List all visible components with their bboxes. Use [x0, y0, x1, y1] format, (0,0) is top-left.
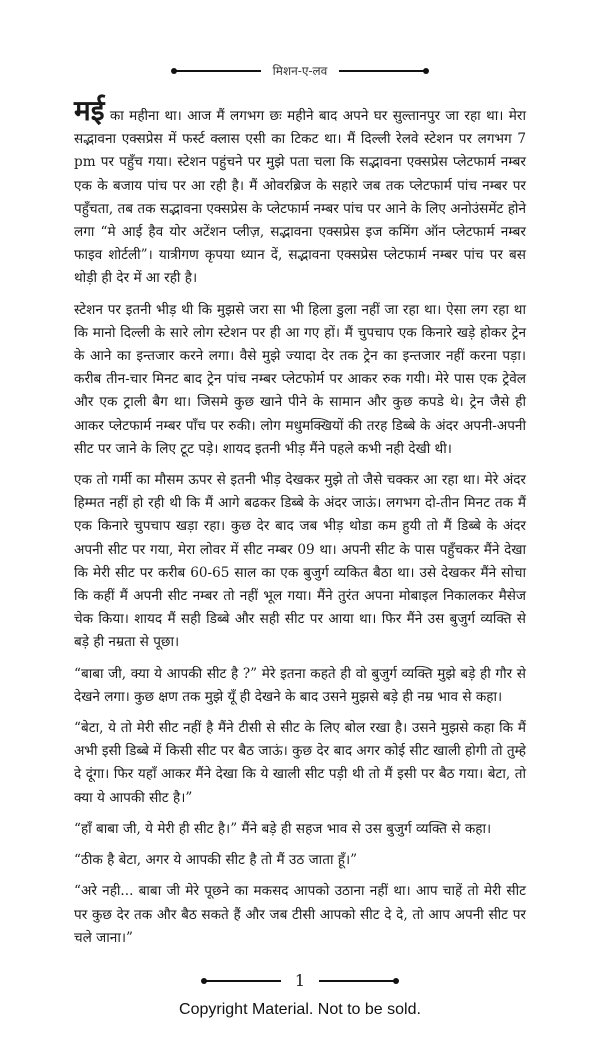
page-number: 1: [294, 970, 306, 990]
copyright-notice: Copyright Material. Not to be sold.: [179, 1000, 421, 1018]
book-title: मिशन-ए-लव: [272, 64, 328, 78]
paragraph: “ठीक है बेटा, अगर ये आपकी सीट है तो मैं उठ जाता हूँ।”: [74, 852, 358, 869]
header-rule-left: [173, 70, 261, 72]
header-rule-right: [339, 70, 427, 72]
footer-rule-right: [319, 980, 397, 982]
paragraph: “अरे नही... बाबा जी मेरे पूछने का मकसद आपको उठाना नहीं था। आप चाहें तो मेरी सीट पर कुछ देर तक और बैठ सकते हैं और जब टीसी आपको सीट दे दे, तो आप अपनी सीट पर चले जाना।”: [74, 883, 526, 946]
paragraph: “हाँ बाबा जी, ये मेरी ही सीट है।” मैंने बड़े ही सहज भाव से उस बुजुर्ग व्यक्ति से कहा।: [74, 820, 492, 837]
page-body: [74, 96, 526, 958]
paragraph: एक तो गर्मी का मौसम ऊपर से इतनी भीड़ देखकर मुझे तो जैसे चक्कर आ रहा था। मेरे अंदर हिम्मत नहीं हो रही थी कि मैं आगे बढकर डिब्बे के अंदर जाऊं। लगभग दो-तीन मिनट तक मैं एक किनारे चुपचाप खड़ा रहा। कुछ देर बाद जब भीड़ थोडा कम हुयी तो मैं डिब्बे के अंदर अपनी सीट पर गया, मेरा लोवर में सीट नम्बर 09 था। अपनी सीट के पास पहुँचकर मैंने देखा कि मेरी सीट पर करीब 60-65 साल का एक बुजुर्ग व्यकित बैठा था। उसे देखकर मैंने सोचा कि कहीं मैं अपनी सीट नम्बर तो नहीं भूल गया। मैंने तुरंत अपना मोबाइल निकालकर मैसेज चेक किया। शायद मैं सही डिब्बे और सही सीट पर आया था। फिर मैंने उस बुजुर्ग व्यक्ति से बड़े ही नम्रता से पूछा।: [74, 472, 526, 651]
running-header: [0, 62, 600, 80]
paragraph: स्टेशन पर इतनी भीड़ थी कि मुझसे जरा सा भी हिला डुला नहीं जा रहा था। ऐसा लग रहा था कि मानो दिल्ली के सारे लोग स्टेशन पर ही आ गए हों। मैं चुपचाप एक किनारे खड़े होकर ट्रेन के आने का इन्तजार करने लगा। वैसे मुझे ज्यादा देर तक ट्रेन का इन्तजार नहीं करना पड़ा। करीब तीन-चार मिनट बाद ट्रेन पांच नम्बर प्लेटफोर्म पर आकर रुक गयी। मेरे पास एक ट्रेवेल और एक ट्राली बैग था। जिसमे कुछ खाने पीने के सामान और कुछ कपडे थे। ट्रेन जैसे ही आकर प्लेटफार्म नम्बर पाँच पर रुकी। लोग मधुमक्खियों की तरह डिब्बे के अंदर अपनी-अपनी सीट पर जाने के लिए टूट पड़े। शायद इतनी भीड़ मैंने पहले कभी नही देखी थी।: [74, 301, 526, 457]
paragraph: [74, 96, 526, 291]
paragraph: “बेटा, ये तो मेरी सीट नहीं है मैंने टीसी से सीट के लिए बोल रखा है। उसने मुझसे कहा कि मैं अभी इसी डिब्बे में किसी सीट पर बैठ जाऊं। कुछ देर बाद अगर कोई सीट खाली होगी तो तुम्हे दे दूंगा। फिर यहाँ आकर मैंने देखा कि ये खाली सीट पड़ी थी तो मैं इसी पर बैठ गया। बेटा, तो क्या ये आपकी सीट है।”: [74, 720, 526, 806]
footer-rule-left: [203, 980, 281, 982]
paragraph: “बाबा जी, क्या ये आपकी सीट है ?” मेरे इतना कहते ही वो बुजुर्ग व्यक्ति मुझे बड़े ही गौर से देखने लगा। कुछ क्षण तक मुझे यूँ ही देखने के बाद उसने मुझसे बड़े ही नम्र भाव से कहा।: [74, 665, 526, 705]
paragraph-text: का महीना था। आज मैं लगभग छः महीने बाद अपने घर सुल्तानपुर जा रहा था। मेरा सद्भावना एक्सप्रेस में फर्स्ट क्लास एसी का टिकट था। मैं दिल्ली रेलवे स्टेशन पर लगभग 7 pm पर पहुँच गया। स्टेशन पहुंचने पर मुझे पता चला कि सद्भावना एक्सप्रेस प्लेटफार्म नम्बर एक के बजाय पांच पर आ रही है। मैं ओवरब्रिज के सहारे जब तक प्लेटफार्म पांच नम्बर पर पहुँचता, तब तक सद्भावना एक्सप्रेस के प्लेटफार्म नम्बर पांच पर आने के लिए अनोउंसमेंट होने लगा “मे आई हैव योर अटेंशन प्लीज़, सद्भावना एक्सप्रेस इज कमिंग ऑन प्लेटफार्म नम्बर फाइव शोर्टली”। यात्रीगण कृपया ध्यान दें, सद्भावना एक्सप्रेस प्लेटफार्म नम्बर पांच पर बस थोड़ी ही देर में आ रही है।: [74, 108, 526, 287]
page-footer: [0, 970, 600, 992]
dropcap: मई: [74, 94, 105, 127]
